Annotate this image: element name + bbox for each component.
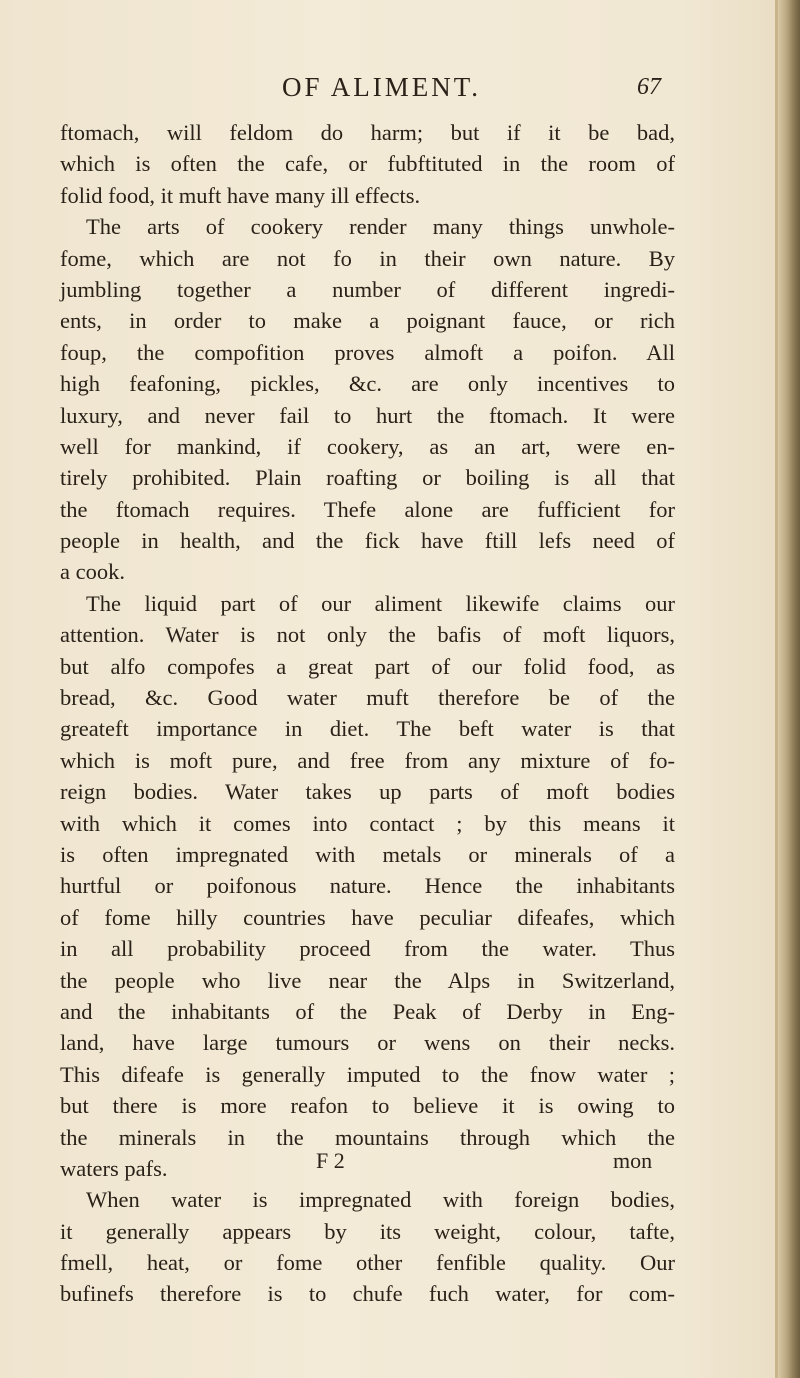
- text-line: the minerals in the mountains through which the: [60, 1124, 675, 1150]
- text-line: but alfo compofes a great part of our folid food, as: [60, 653, 675, 679]
- text-line: high feafoning, pickles, &c. are only incentives to: [60, 371, 675, 397]
- text-line: with which it comes into contact ; by this means it: [60, 810, 675, 836]
- text-line: which is moft pure, and free from any mixture of fo-: [60, 747, 675, 773]
- page-footer: [0, 1148, 800, 1180]
- text-line: bread, &c. Good water muft therefore be of the: [60, 685, 675, 711]
- catchword: mon: [613, 1148, 653, 1173]
- text-line: When water is impregnated with foreign bodies,: [86, 1187, 675, 1213]
- text-line: in all probability proceed from the water. Thus: [60, 936, 675, 962]
- text-line: people in health, and the fick have ftill lefs need of: [60, 528, 675, 554]
- text-line: land, have large tumours or wens on their necks.: [60, 1030, 675, 1056]
- text-line: bufinefs therefore is to chufe fuch water, for com-: [60, 1281, 675, 1307]
- text-line: which is often the cafe, or fubftituted in the room of: [60, 151, 675, 177]
- text-line: fmell, heat, or fome other fenfible quality. Our: [60, 1250, 675, 1276]
- text-line: of fome hilly countries have peculiar difeafes, which: [60, 904, 675, 930]
- text-line: and the inhabitants of the Peak of Derby in Eng-: [60, 998, 675, 1024]
- text-line: The liquid part of our aliment likewife claims our: [86, 590, 675, 616]
- text-line: well for mankind, if cookery, as an art, were en-: [60, 433, 675, 459]
- text-line: waters pafs.: [60, 1155, 168, 1181]
- text-line: fome, which are not fo in their own nature. By: [60, 245, 675, 271]
- signature-mark: F 2: [316, 1148, 345, 1173]
- text-line: ftomach, will feldom do harm; but if it be bad,: [60, 120, 675, 145]
- running-head: OF ALIMENT.: [282, 72, 481, 102]
- body-text: [60, 117, 675, 1310]
- text-line: it generally appears by its weight, colour, tafte,: [60, 1218, 675, 1244]
- text-line: a cook.: [60, 559, 125, 585]
- text-line: foup, the compofition proves almoft a poifon. All: [60, 339, 675, 365]
- text-line: tirely prohibited. Plain roafting or boiling is all that: [60, 465, 675, 491]
- text-line: but there is more reafon to believe it is owing to: [60, 1093, 675, 1119]
- text-line: The arts of cookery render many things unwhole-: [86, 214, 675, 240]
- text-line: is often impregnated with metals or minerals of a: [60, 841, 675, 867]
- text-line: luxury, and never fail to hurt the ftomach. It were: [60, 402, 675, 428]
- text-line: hurtful or poifonous nature. Hence the inhabitants: [60, 873, 675, 899]
- page-number: 67: [637, 74, 661, 100]
- text-line: the people who live near the Alps in Switzerland,: [60, 967, 675, 993]
- text-line: folid food, it muft have many ill effects.: [60, 182, 421, 208]
- text-line: the ftomach requires. Thefe alone are fufficient for: [60, 496, 675, 522]
- text-line: This difeafe is generally imputed to the fnow water ;: [60, 1061, 675, 1087]
- text-line: greateft importance in diet. The beft water is that: [60, 716, 675, 742]
- text-line: ents, in order to make a poignant fauce, or rich: [60, 308, 675, 334]
- text-line: jumbling together a number of different ingredi-: [60, 276, 675, 302]
- text-line: attention. Water is not only the bafis of moft liquors,: [60, 622, 675, 648]
- text-line: reign bodies. Water takes up parts of moft bodies: [60, 779, 675, 805]
- page-header: [0, 72, 800, 112]
